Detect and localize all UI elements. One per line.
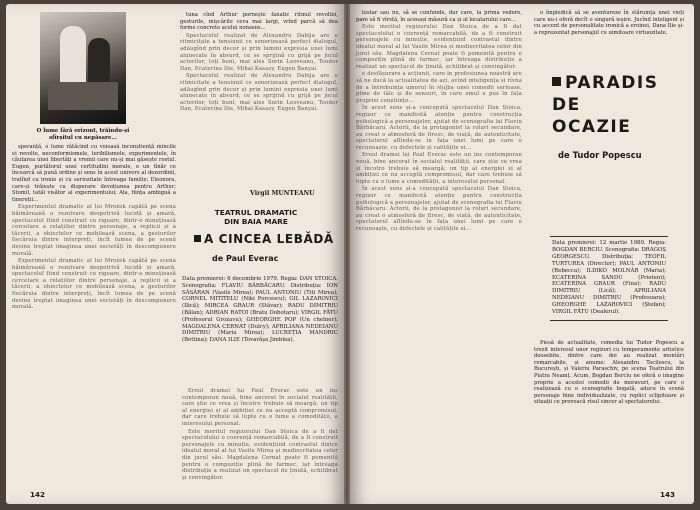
author-signature: Virgil MUNTEANU <box>250 190 315 197</box>
article-paragraph: Piesă de actualitate, comedia lui Tudor Popescu a trezit interesul unor regizori cu temperamente artistice deosebite, dintre care doi au realizat montări remarcabile, și anume: Alexandru Tocilescu, la București, și Valeriu Paraschiv, pe scena Teatrului din Piatra Neamț. Acum, Bogdan Berciu ne oferă o imagine proprie a acestei comedii de moravuri, pe care o realizează cu o scenografie bogată, aduce în scenă personaje bine individualizate, cu replici sclipitoare și situații ce provoacă rîsul sincer al spectatorului. <box>534 340 684 406</box>
page-number: 142 <box>30 490 46 499</box>
bullet-square-icon <box>552 77 561 86</box>
article-paragraph: Experimentul dramatic al lui Mrożek capătă pe scena băimăreană o rezolvare deopotrivă lucidă și amară, spectacolul fiind construit cu rigoare, dintr-o minuțioasă cercetare a relațiilor dintre personaje, a replicii și a tăcerii, a obiectelor ce mobilează scena, a gesturilor fiecăruia dintre interpreți, încît lumea de pe scenă devine treptat imaginea unei societăți în descompunere morală. <box>12 258 176 311</box>
article-paragraph: o împiedică să se aventureze în stăruința unei vieți care nu-i oferă decît o singură ieșire. Jucînd inteligent și cu accent de personalitate ironică a eroinei, Dana Ilie și-a reprezentat personajul cu uimitoare virtuozitate. <box>534 10 684 36</box>
play-author: de Tudor Popescu <box>558 150 642 160</box>
article-paragraph: În acest sens și-a concepută spectacolul Dan Stoica, regizor ce manifestă atenție pentru construcția psihologică a personajelor, ajutat de scenografia lui Flaviu Bărbăcaru. Actorii, de la protagonist la roluri secundare, au creat o atmosferă de firesc, de viață, de autenticitate, spectatorul aflîndu-se în fața unei lumi pe care o recunoaște, cu defectele și calitățile ei... <box>356 186 522 232</box>
article-column-4 <box>356 10 522 488</box>
article-paragraph: lustar sau nu, să se confunde, dar care, la prima vedere, pare să fi vîrstă, în aceeași măsură ca și al locatarului care... <box>356 10 522 23</box>
photo-caption: O lume fără orizont, trăindu-și sfîrșitul cu nepăsare... <box>36 128 130 141</box>
stage-photo <box>40 12 126 124</box>
divider <box>550 320 668 321</box>
article-paragraph: Este meritul regizorului Dan Stoica de a fi dat spectacolului o coerență remarcabilă, de a fi construit personajele cu minuție, evidențiind contrastul dintre idealul moral al lui Vasile Mirea și mediocritatea celor din jurul său. Magdalena Cernat poate fi pomenită pentru o compoziție plină de farmec, iar întreaga distribuție a realizat un spectacol de ținută, echilibrat și convingător. <box>356 24 522 70</box>
article-column-1 <box>12 144 176 486</box>
play-title-large-text: PARADIS DE OCAZIE <box>552 73 659 137</box>
article-paragraph: tuna cînd Arthur pornește fanatic ritmul revoltei, gesturile, mișcările ceva mai largi, vrînd parcă să dea forme concrete acelui nonsens... <box>180 12 338 32</box>
review-body <box>534 340 684 488</box>
divider <box>550 236 668 237</box>
article-paragraph: speranță, o lume rătăcind cu voioasă inconștiență mincile ei revolte, neconformismele, teribilismele, experimentele, în căutarea unei libertăți a vremii care nu-și mai găsește rostul. Eugen, purtătorul unei certitudini morale, e un tînăr ce încearcă să pună ordine și sens în acest univers al dezordinii, tratînd cu ironie și cu seriozitate întreaga familie; Eleonora, care-și trăiește cu disperare devoțiunea pentru Arthur; Stomil, tatăl visător al experimentului; Ala, ființa ambiguă a tinereții... <box>12 144 176 203</box>
play-title-text: A CINCEA LEBĂDĂ <box>204 232 334 246</box>
article-paragraph: În acest sens și-a concepută spectacolul Dan Stoica, regizor ce manifestă atenție pentru construcția psihologică a personajelor, ajutat de scenografia lui Flaviu Bărbăcaru. Actorii, de la protagonist la roluri secundare, au creat o atmosferă de firesc, de viață, de autenticitate, spectatorul aflîndu-se în fața unei lumi pe care o recunoaște, cu defectele și calitățile ei... <box>356 105 522 151</box>
article-paragraph: Spectacolul realizat de Alexandru Dabija are o ritmicitate a tensiunii ce sonorizează perfect dialogul, adăugînd prin decor și prin lumini expresia unei lumi alunecate în absurd, ce se sprijină cu grijă pe jocul actorilor, toți buni, mai ales Sorin Leoveanu, Teodor Dan, Ecaterina Ilie, Mihai Kasasy, Eugen Banyai. <box>180 32 338 72</box>
play-author: de Paul Everac <box>212 254 279 263</box>
article-paragraph: Experimentul dramatic al lui Mrożek capătă pe scena băimăreană o rezolvare deopotrivă lucidă și amară, spectacolul fiind construit cu rigoare, dintr-o minuțioasă cercetare a relațiilor dintre personaje, a replicii și a tăcerii, a obiectelor ce mobilează scena, a gesturilor fiecăruia dintre interpreți, încît lumea de pe scenă devine treptat imaginea unei societăți în descompunere morală. <box>12 204 176 257</box>
article-column-2 <box>180 12 338 188</box>
play-title-large <box>552 72 662 138</box>
play-title <box>194 232 334 246</box>
page-left <box>6 4 344 504</box>
section-heading: TEATRUL DRAMATIC DIN BAIA MARE <box>214 208 298 226</box>
article-paragraph: Eroul dramei lui Paul Everac este un ins contemporan nouă, bine ancorat în socialul realității, care știe ce vrea și încotro trebuie să meargă; un tip al energiei și al ambiției ce nu acceptă compromisul, dar care trebuie să lupte cu o lume a comodității, a interesului personal. <box>356 152 522 185</box>
article-paragraph: Spectacolul realizat de Alexandru Dabija are o ritmicitate a tensiunii ce sonorizează perfect dialogul, adăugînd prin decor și prin lumini expresia unei lumi alunecate în absurd, ce se sprijină cu grijă pe jocul actorilor, toți buni, mai ales Sorin Leoveanu, Teodor Dan, Ecaterina Ilie, Mihai Kasasy, Eugen Banyai. <box>180 73 338 113</box>
article-column-3 <box>182 388 338 488</box>
play-credits: Data premierei: 12 martie 1980. Regia: BOGDAN BERCIU. Scenografia: DRAGOȘ GEORGESCU. Distribuția: TEOFIL TURTUREA (Director); PAUL ANTONIU (Rebecca); ILDIKÓ MOLNÁR (Maria); ECATERINA SANDU (Prieteni); ECATERINA GRAUR (Fina); RADU DIMITRIU (Lică); APRILIANA NEDEIANU DIMITRIU (Profesoara); GHEORGHE LAZAROVICI (Ștefan); VIRGIL FĂTU (Dealerul). <box>552 240 667 316</box>
photo-figure-woman <box>60 26 86 86</box>
bullet-square-icon <box>194 235 201 242</box>
right-column <box>528 4 688 504</box>
article-paragraph: Este meritul regizorului Dan Stoica de a fi dat spectacolului o coerență remarcabilă, de a fi construit personajele cu minuție, evidențiind contrastul dintre idealul moral al lui Vasile Mirea și mediocritatea celor din jurul său. Magdalena Cernat poate fi pomenită pentru o compoziție plină de farmec, iar întreaga distribuție a realizat un spectacol de ținută, echilibrat și convingător. <box>182 428 338 481</box>
page-number: 143 <box>660 490 676 499</box>
page-right <box>350 4 694 504</box>
article-paragraph: Eroul dramei lui Paul Everac este un ins contemporan nouă, bine ancorat în socialul realității, care știe ce vrea și încotro trebuie să meargă; un tip al energiei și al ambiției ce nu acceptă compromisul, dar care trebuie să lupte cu o lume a comodității, a interesului personal. <box>182 388 338 427</box>
play-credits: Data premierei: 6 decembrie 1979. Regia: DAN STOICA. Scenografia: FLAVIU BĂRBĂCARU. Distribuția: ION SĂSĂRAN (Vasile Mirea); PAUL ANTONIU (Titi Mirea); CORNEL MITITELU (Niki Porcescu); GIL LAZAROVICI (Ilică); MIRCEA GRAUR (Stăvar); RADU DIMITRIU (Bălan); ADRIAN RATOI (Bratu Dobotaru); VIRGIL FĂTU (Profesorul Grozavu); GHEORGHE POP (Un chelner); MAGDALENA CERNAT (Dulcy); APRILIANA NEDEIANU DIMITRIU (Maria Mirea); LUCREȚIA MANDRIC (Bettina); DANA ILIE (Tovarășa Jimblea). <box>182 276 338 344</box>
photo-furniture <box>48 82 118 110</box>
review-intro <box>534 10 684 37</box>
article-paragraph: o desfășurare a acțiunii, care în profesiunea noastră are să ne ducă la actualitatea de azi, avînd inteligența și rîvna de a întrebuința umorul în slujba unei comedii serioase, pline de tâlc și de sensuri, în care omul e pus în fața propriei conștiințe... <box>356 71 522 104</box>
